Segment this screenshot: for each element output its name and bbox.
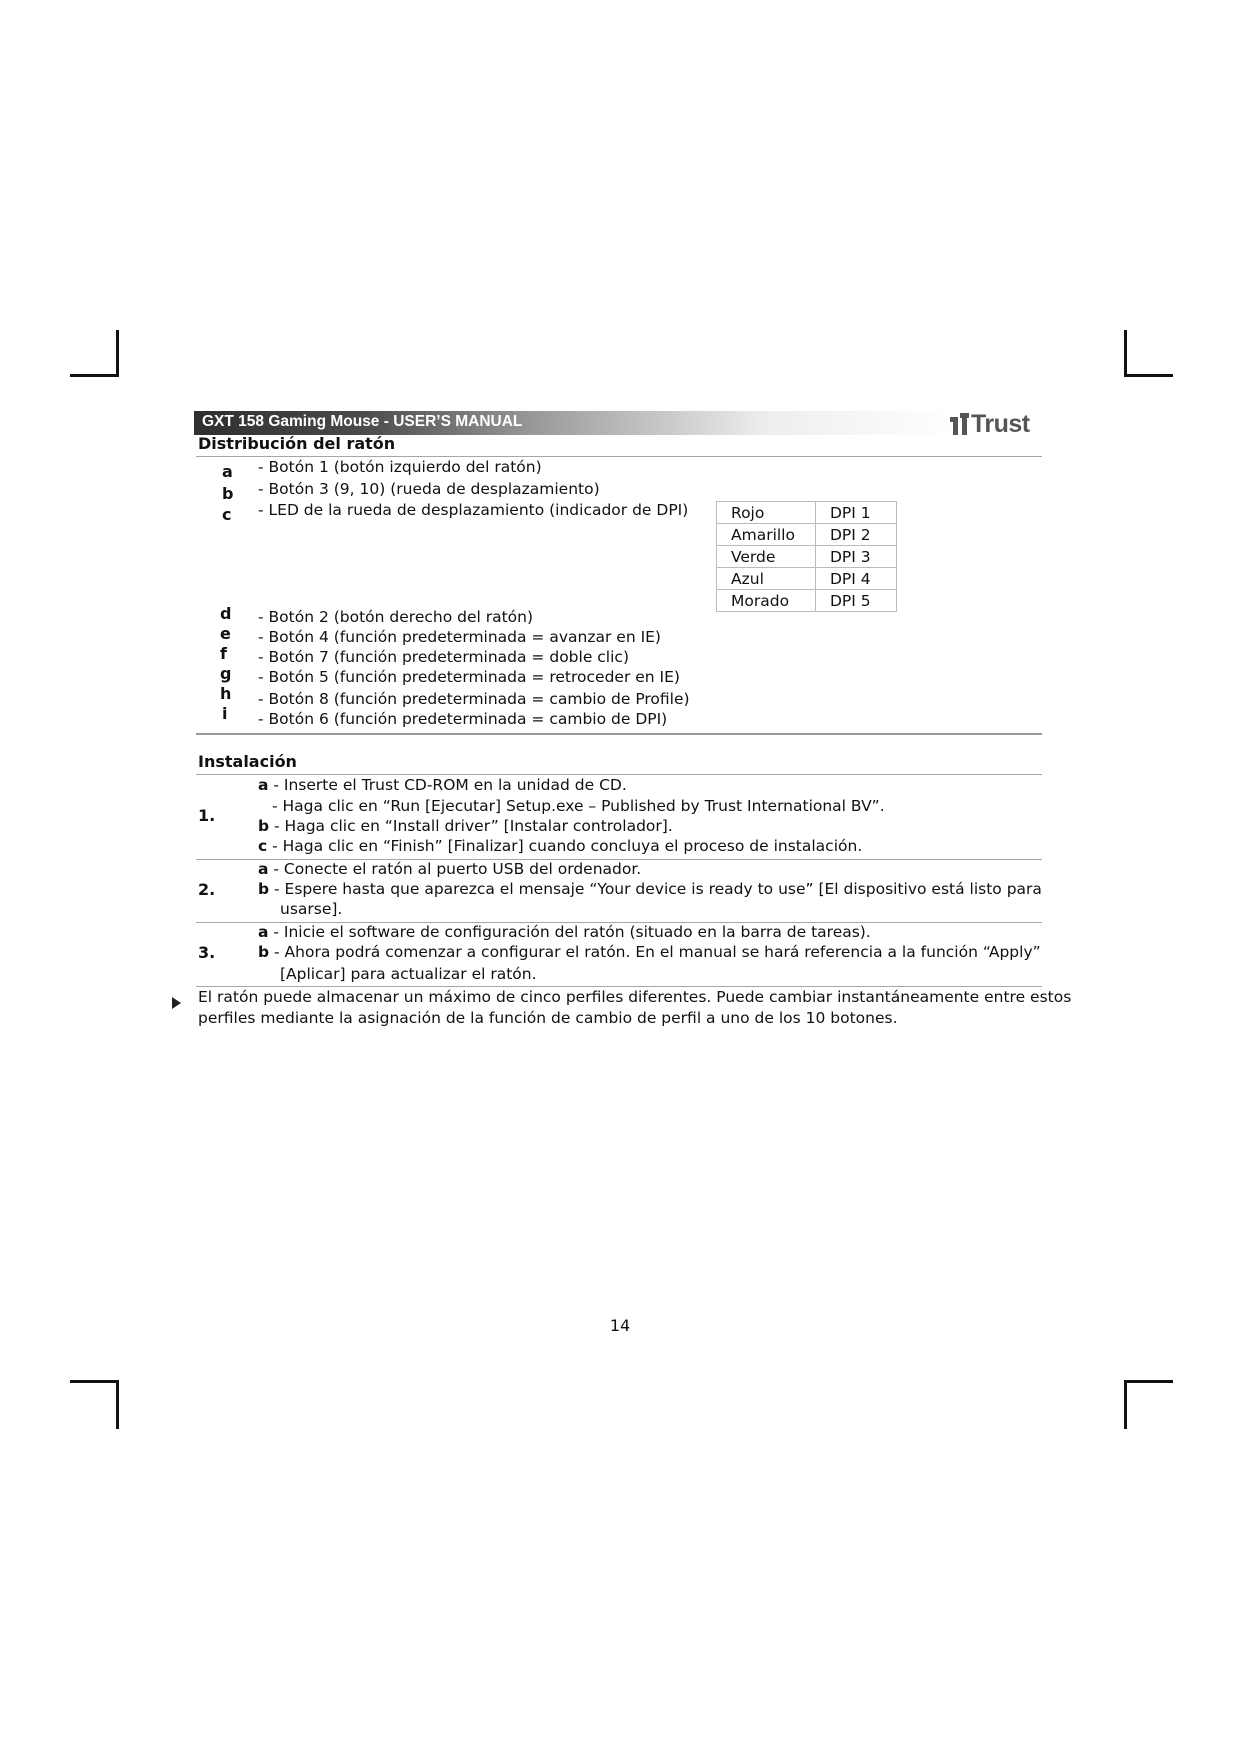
button-description-a: - Botón 1 (botón izquierdo del ratón) (258, 458, 542, 476)
table-row (717, 524, 897, 546)
dpi-level: DPI 4 (816, 568, 897, 590)
install-step-2-line-cont: usarse]. (280, 900, 343, 918)
install-section-title: Instalación (198, 752, 297, 771)
step-divider (196, 986, 1042, 987)
button-letter-a: a (222, 462, 233, 481)
install-step-3-line-a: a - Inicie el software de configuración del ratón (situado en la barra de tareas). (258, 923, 871, 941)
install-step-1-line-a: a - Inserte el Trust CD-ROM en la unidad de CD. (258, 776, 627, 794)
dpi-color: Morado (717, 590, 816, 612)
button-description-h: - Botón 8 (función predeterminada = cambio de Profile) (258, 690, 690, 708)
dpi-color: Azul (717, 568, 816, 590)
install-step-1-line-b: b - Haga clic en “Install driver” [Instalar controlador]. (258, 817, 673, 835)
layout-section-title: Distribución del ratón (198, 434, 396, 453)
button-description-f: - Botón 7 (función predeterminada = doble clic) (258, 648, 629, 666)
install-step-number-2: 2. (198, 880, 216, 899)
trust-logo (950, 410, 1046, 438)
dpi-color: Amarillo (717, 524, 816, 546)
crop-mark-top-right (1124, 330, 1173, 377)
dpi-level: DPI 2 (816, 524, 897, 546)
install-step-1-line-run: - Haga clic en “Run [Ejecutar] Setup.exe – Published by Trust International BV”. (272, 797, 885, 815)
note-line-2: perfiles mediante la asignación de la función de cambio de perfil a uno de los 10 botones. (198, 1009, 898, 1027)
button-description-c: - LED de la rueda de desplazamiento (indicador de DPI) (258, 501, 689, 519)
install-step-3-line-cont: [Aplicar] para actualizar el ratón. (280, 965, 537, 983)
button-letter-g: g (220, 664, 232, 683)
button-letter-b: b (222, 484, 234, 503)
button-letter-c: c (222, 505, 232, 524)
button-description-e: - Botón 4 (función predeterminada = avanzar en IE) (258, 628, 661, 646)
install-step-number-3: 3. (198, 943, 216, 962)
dpi-color: Verde (717, 546, 816, 568)
install-step-number-1: 1. (198, 806, 216, 825)
dpi-color: Rojo (717, 502, 816, 524)
button-description-d: - Botón 2 (botón derecho del ratón) (258, 608, 534, 626)
crop-mark-top-left (70, 330, 119, 377)
page-number: 14 (609, 1316, 631, 1335)
button-description-g: - Botón 5 (función predeterminada = retroceder en IE) (258, 668, 680, 686)
table-row (717, 546, 897, 568)
button-letter-h: h (220, 684, 232, 703)
button-letter-d: d (220, 604, 232, 623)
section-divider (196, 733, 1042, 735)
crop-mark-bottom-left (70, 1380, 119, 1429)
button-description-b: - Botón 3 (9, 10) (rueda de desplazamiento) (258, 480, 600, 498)
section-divider (196, 774, 1042, 775)
note-line-1: El ratón puede almacenar un máximo de cinco perfiles diferentes. Puede cambiar instantáneamente entre estos (198, 988, 1072, 1006)
button-letter-e: e (220, 624, 231, 643)
dpi-level: DPI 5 (816, 590, 897, 612)
note-arrow-icon (172, 997, 181, 1009)
table-row (717, 568, 897, 590)
dpi-level: DPI 1 (816, 502, 897, 524)
crop-mark-bottom-right (1124, 1380, 1173, 1429)
install-step-1-line-c: c - Haga clic en “Finish” [Finalizar] cuando concluya el proceso de instalación. (258, 837, 863, 855)
trust-logo-icon (950, 413, 970, 435)
manual-title: GXT 158 Gaming Mouse - USER’S MANUAL (202, 413, 523, 430)
trust-logo-text: Trust (971, 409, 1030, 438)
install-step-2-line-a: a - Conecte el ratón al puerto USB del ordenador. (258, 860, 642, 878)
table-row (717, 590, 897, 612)
button-letter-f: f (220, 644, 227, 663)
install-step-2-line-b: b - Espere hasta que aparezca el mensaje “Your device is ready to use” [El dispositivo está listo para (258, 880, 1042, 898)
button-description-i: - Botón 6 (función predeterminada = cambio de DPI) (258, 710, 668, 728)
install-step-3-line-b: b - Ahora podrá comenzar a configurar el ratón. En el manual se hará referencia a la función “Apply” (258, 943, 1041, 961)
section-divider (196, 456, 1042, 457)
manual-header-bar (194, 411, 954, 435)
button-letter-i: i (222, 704, 228, 723)
dpi-color-table (716, 501, 897, 612)
table-row (717, 502, 897, 524)
dpi-level: DPI 3 (816, 546, 897, 568)
